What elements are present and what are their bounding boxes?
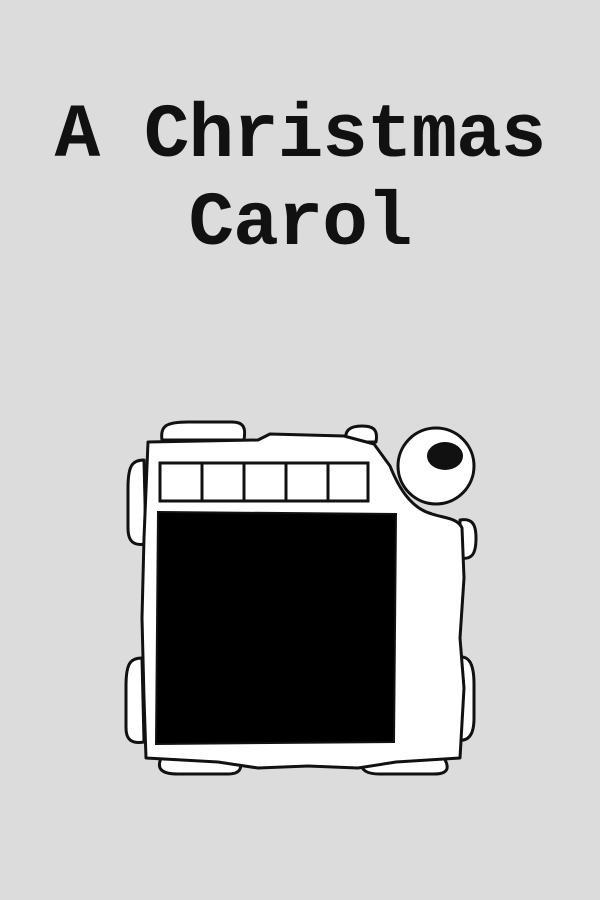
segment-5	[328, 463, 368, 501]
cover-title	[0, 92, 600, 268]
device-screen	[156, 512, 396, 744]
segment-2	[202, 463, 244, 501]
title-line-2: Carol	[188, 181, 412, 267]
segment-strip	[160, 463, 368, 501]
segment-1	[160, 463, 202, 501]
left-lower-bump	[126, 658, 144, 742]
eye-icon	[398, 428, 474, 504]
title-line-1: A Christmas	[54, 93, 546, 179]
segment-4	[286, 463, 328, 501]
segment-3	[244, 463, 286, 501]
device-illustration	[118, 418, 488, 783]
top-left-bump	[162, 422, 245, 440]
